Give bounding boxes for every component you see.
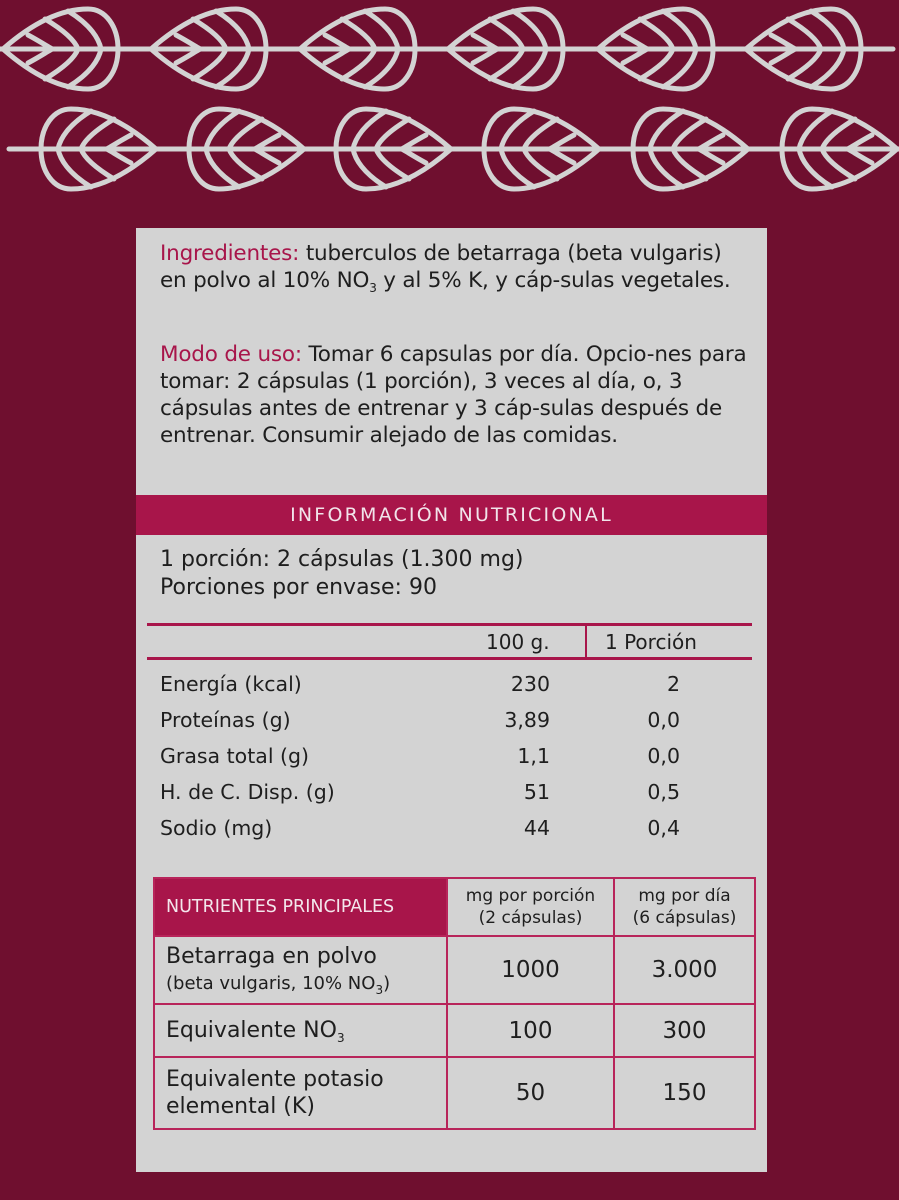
table-row: Equivalente $NO_3$ 100 300 [154,1004,755,1057]
nutrition-row: Sodio (mg) 44 0,4 [160,816,680,840]
nutrition-row: H. de C. Disp. (g) 51 0,5 [160,780,680,804]
nutrition-row: Energía (kcal) 230 2 [160,672,680,696]
ingredients-paragraph: Ingredientes: tuberculos de betarraga (beta vulgaris) en polvo al 10% $NO_3$ y al 5% K, y cáp-sulas vegetales. [160,241,731,295]
usage-label: Modo de uso: [160,342,302,367]
main-nutrients-header: NUTRIENTES PRINCIPALES [154,878,447,936]
servings-per-container: Porciones por envase: 90 [160,575,437,600]
nutrition-title: INFORMACIÓN NUTRICIONAL [136,495,767,535]
table-row: Equivalente potasio elemental (K) 50 150 [154,1057,755,1129]
divider [147,623,752,626]
serving-info [160,546,524,602]
label-panel [136,228,767,1172]
nutrition-row: Proteínas (g) 3,89 0,0 [160,708,680,732]
column-header-portion: 1 Porción [605,630,697,654]
divider [147,657,752,660]
usage-paragraph: Modo de uso: Tomar 6 capsulas por día. Opcio-nes para tomar: 2 cápsulas (1 porción), 3 veces al día, o, 3 cápsulas antes de entrenar y 3 cáp-sulas después de entrenar. Consumir alejado de las comidas. [160,342,747,448]
table-header-row [154,878,755,936]
leaf-pattern [0,0,899,200]
serving-size: 1 porción: 2 cápsulas (1.300 mg) [160,547,524,572]
table-row: Betarraga en polvo (beta vulgaris, 10% $NO_3$) 1000 3.000 [154,936,755,1004]
column-header-per-day: mg por día (6 cápsulas) [614,878,755,936]
ingredients-label: Ingredientes: [160,241,300,266]
column-header-100g: 100 g. [486,630,550,654]
nutrient-name: Equivalente potasio elemental (K) [154,1057,447,1129]
nutrition-row: Grasa total (g) 1,1 0,0 [160,744,680,768]
nutrient-name: Betarraga en polvo (beta vulgaris, 10% $NO_3$) [154,936,447,1004]
main-nutrients-table [153,877,756,1130]
column-header-per-serving: mg por porción (2 cápsulas) [447,878,614,936]
nutrient-name: Equivalente $NO_3$ [154,1004,447,1057]
divider [585,625,587,659]
